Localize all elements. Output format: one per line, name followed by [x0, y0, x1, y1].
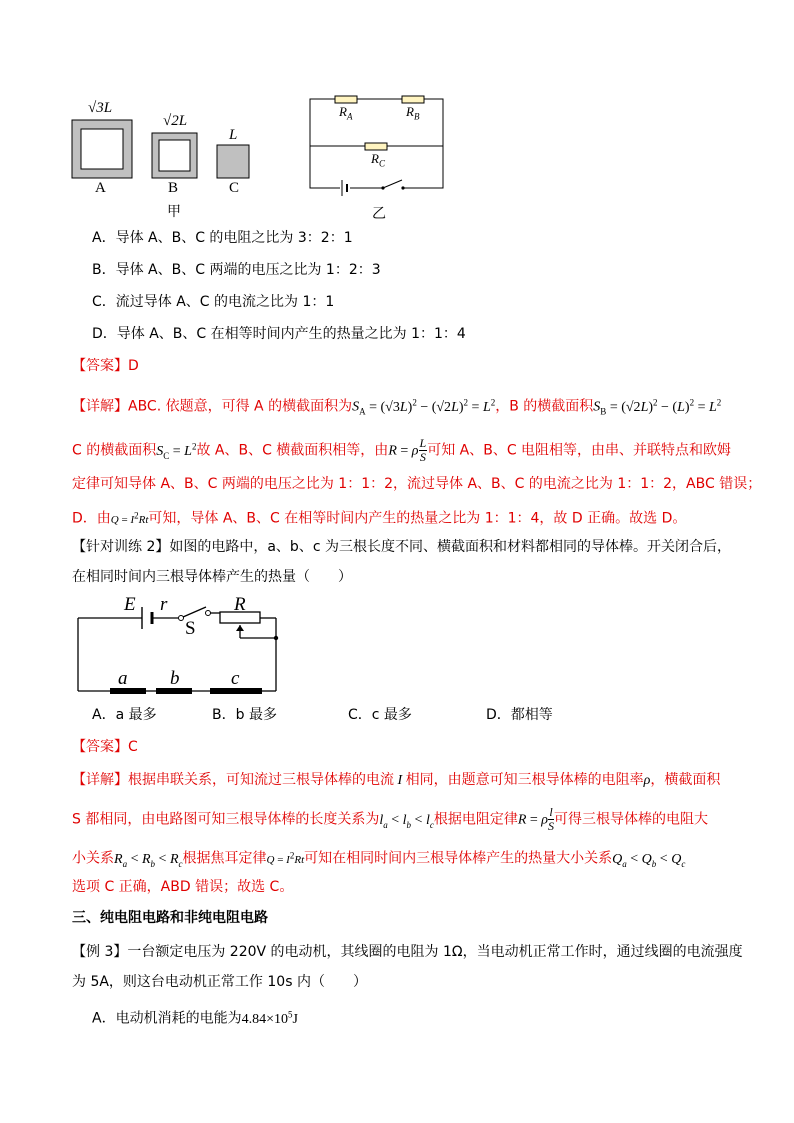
example-3-option-a: A．电动机消耗的电能为$4.84\times 10^5J$ — [92, 1009, 298, 1027]
example-3-line1: 【例 3】一台额定电压为 220V 的电动机，其线圈的电阻为 1Ω，当电动机正常工作时，通过线圈的电流强度 — [72, 944, 743, 960]
switch-s-blade — [183, 607, 206, 617]
q2-stem-line2: 在相同时间内三根导体棒产生的热量（ ） — [72, 569, 352, 585]
label-c: C — [229, 180, 240, 196]
rod-a — [110, 688, 146, 694]
q2-option-d: D．都相等 — [486, 707, 553, 723]
q1-answer — [72, 356, 139, 376]
label-yi: 乙 — [372, 206, 386, 222]
q2-answer: 【答案】C — [72, 739, 138, 755]
label-rod-c: c — [231, 668, 240, 689]
label-rb: $R_B$ — [406, 104, 420, 122]
q2-circuit — [70, 595, 290, 705]
label-b: B — [168, 180, 179, 196]
q2-detail-line3: 小关系$R_a < R_b < R_c$根据焦耳定律$Q = I^2Rt$可知在相同时间内三根导体棒产生的热量大小关系$Q_a < Q_b < Q_c$ — [72, 850, 686, 869]
resistor-ra — [335, 96, 357, 103]
conductor-a-inner — [81, 129, 123, 169]
q2-option-b: B．b 最多 — [212, 707, 277, 723]
dim-a: √3L — [88, 100, 113, 116]
label-rod-a: a — [118, 668, 128, 689]
label-rc: $R_C$ — [371, 151, 385, 169]
label-a: A — [95, 180, 106, 196]
dim-b: √2L — [163, 113, 188, 129]
conductor-b-inner — [159, 140, 190, 171]
example-3-line2: 为 5A，则这台电动机正常工作 10s 内（ ） — [72, 974, 367, 990]
label-rod-b: b — [170, 668, 180, 689]
label-R: R — [234, 594, 246, 615]
q1-option-a: A．导体 A、B、C 的电阻之比为 3：2：1 — [92, 230, 353, 246]
q1-detail-line3: 定律可知导体 A、B、C 两端的电压之比为 1：1：2，流过导体 A、B、C 的电流之比为 1：1：2，ABC 错误； — [72, 476, 762, 492]
conductor-c — [217, 145, 249, 178]
label-r-internal: r — [160, 594, 168, 615]
q2-stem-line1: 【针对训练 2】如图的电路中，a、b、c 为三根长度不同、横截面积和材料都相同的导体棒。开关闭合后， — [72, 539, 731, 555]
label-ra: $R_A$ — [339, 104, 353, 122]
q1-detail-line2: C 的横截面积$S_C = L^2$故 A、B、C 横截面积相等，由R = ρ $\frac{L}{S}$ 可知 A、B、C 电阻相等，由串、并联特点和欧姆 — [72, 436, 732, 465]
q2-detail-line2: S 都相同，由电路图可知三根导体棒的长度关系为$l_a < l_b < l_c$根据电阻定律R = ρ $\frac{l}{S}$ 可得三根导体棒的电阻大 — [72, 805, 709, 833]
q2-detail-line4: 选项 C 正确，ABD 错误；故选 C。 — [72, 879, 294, 895]
answer-tag: 【答案】 — [72, 358, 128, 374]
label-e: E — [124, 594, 136, 615]
q2-option-a: A．a 最多 — [92, 707, 157, 723]
q1-option-c: C．流过导体 A、C 的电流之比为 1：1 — [92, 294, 335, 310]
q1-detail-line4: D．由$Q = I^2Rt$可知，导体 A、B、C 在相等时间内产生的热量之比为 1：1：4，故 D 正确。故选 D。 — [72, 510, 687, 527]
detail-tag: 【详解】 — [72, 398, 128, 415]
resistor-rc — [365, 143, 387, 150]
figure-yi-circuit — [300, 90, 450, 200]
q2-option-c: C．c 最多 — [348, 707, 412, 723]
answer-value: D — [128, 358, 139, 374]
q1-option-b: B．导体 A、B、C 两端的电压之比为 1：2：3 — [92, 262, 381, 278]
q1-detail-line1: 【详解】ABC. 依题意，可得 A 的横截面积为$S_A = (√3L)^2 - (√2L)^2 = L^2$，B 的横截面积$S_B = (√2L)^2 - (L)^2 = L^2$ — [72, 397, 722, 417]
dim-c: L — [229, 127, 238, 143]
section-3-heading: 三、纯电阻电路和非纯电阻电路 — [72, 910, 268, 926]
resistor-rb — [402, 96, 424, 103]
label-jia: 甲 — [167, 204, 181, 220]
q2-detail-line1: 【详解】根据串联关系，可知流过三根导体棒的电流 I 相同，由题意可知三根导体棒的电阻率ρ，横截面积 — [72, 772, 721, 788]
q1-option-d: D．导体 A、B、C 在相等时间内产生的热量之比为 1：1：4 — [92, 326, 466, 342]
label-s: S — [185, 618, 196, 639]
